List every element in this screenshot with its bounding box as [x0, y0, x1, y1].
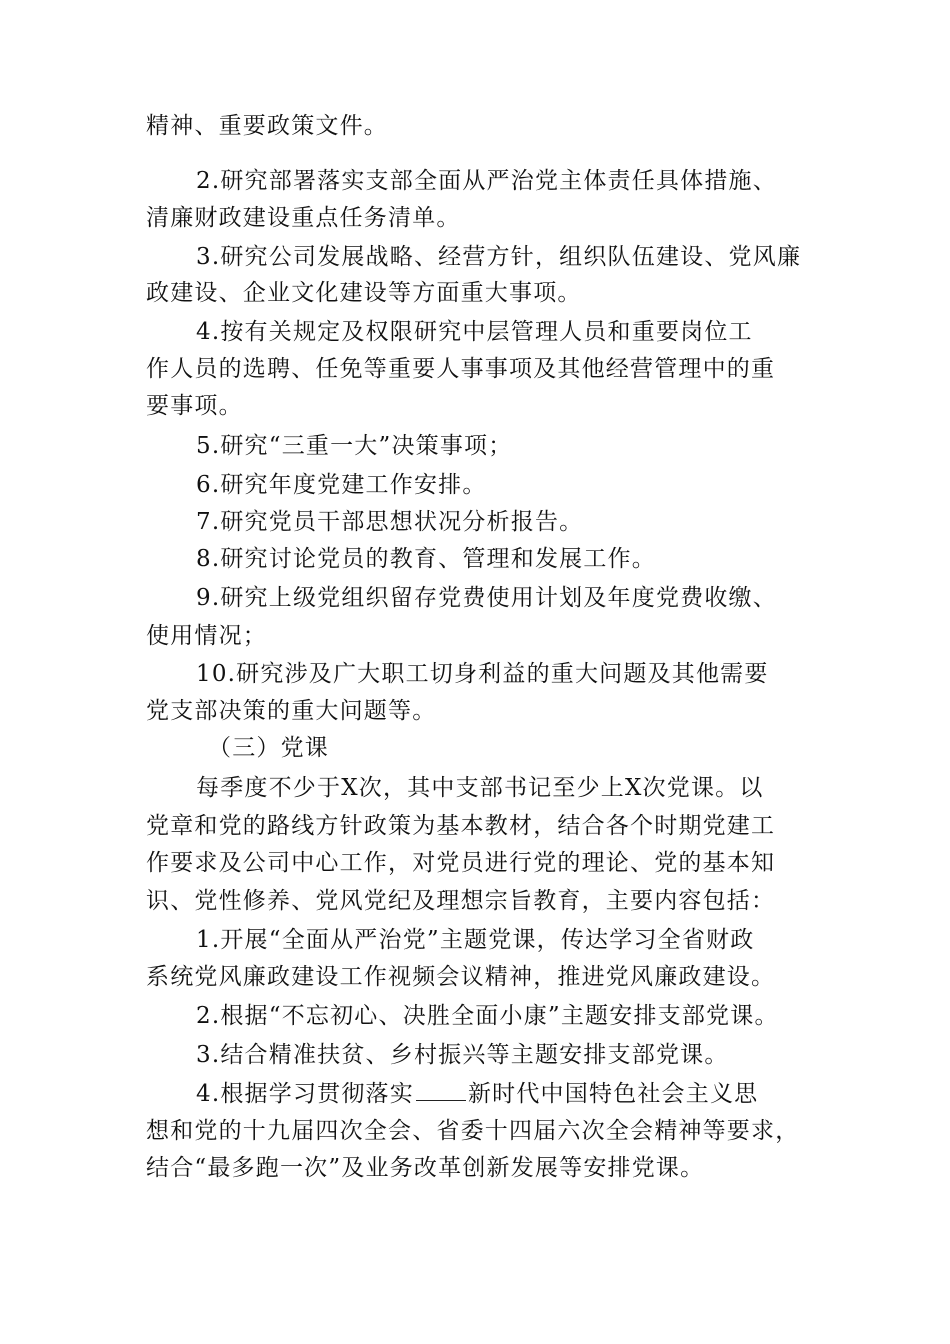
text-line: 政建设、企业文化建设等方面重大事项。 — [146, 280, 582, 306]
text-line: 3.结合精准扶贫、乡村振兴等主题安排支部党课。 — [196, 1042, 729, 1068]
text-line: 2.根据“不忘初心、决胜全面小康”主题安排支部党课。 — [196, 1003, 779, 1029]
text-line: 要事项。 — [146, 393, 243, 419]
text-line: 党支部决策的重大问题等。 — [146, 698, 437, 724]
text-line: 1.开展“全面从严治党”主题党课，传达学习全省财政 — [196, 927, 755, 953]
text-line: 9.研究上级党组织留存党费使用计划及年度党费收缴、 — [196, 585, 777, 611]
text-line: 结合“最多跑一次”及业务改革创新发展等安排党课。 — [146, 1155, 705, 1181]
text-line: 3.研究公司发展战略、经营方针，组织队伍建设、党风廉 — [196, 244, 802, 270]
text-line: 6.研究年度党建工作安排。 — [196, 472, 487, 498]
text-line: 10.研究涉及广大职工切身利益的重大问题及其他需要 — [196, 661, 769, 687]
text-line: 党章和党的路线方针政策为基本教材，结合各个时期党建工 — [146, 813, 776, 839]
text-line: 5.研究“三重一大”决策事项； — [196, 433, 513, 459]
text-line: 4.按有关规定及权限研究中层管理人员和重要岗位工 — [196, 319, 753, 345]
text-line: 2.研究部署落实支部全面从严治党主体责任具体措施、 — [196, 168, 777, 194]
text-line: 系统党风廉政建设工作视频会议精神，推进党风廉政建设。 — [146, 964, 776, 990]
text-line: 想和党的十九届四次全会、省委十四届六次全会精神等要求， — [146, 1118, 800, 1144]
text-line: 每季度不少于X次，其中支部书记至少上X次党课。以 — [196, 775, 764, 801]
text-line — [196, 1078, 758, 1110]
blank-underline — [416, 1080, 466, 1101]
text-line: 识、党性修养、党风党纪及理想宗旨教育，主要内容包括： — [146, 888, 776, 914]
text-line: 8.研究讨论党员的教育、管理和发展工作。 — [196, 546, 656, 572]
text-segment: 新时代中国特色社会主义思 — [467, 1081, 759, 1107]
text-line: 作人员的选聘、任免等重要人事事项及其他经营管理中的重 — [146, 356, 776, 382]
text-line: 清廉财政建设重点任务清单。 — [146, 205, 461, 231]
text-segment: 4.根据学习贯彻落实 — [196, 1081, 414, 1107]
text-line: 7.研究党员干部思想状况分析报告。 — [196, 509, 584, 535]
text-line: 使用情况； — [146, 623, 267, 649]
text-line: 作要求及公司中心工作，对党员进行党的理论、党的基本知 — [146, 850, 776, 876]
section-heading: （三）党课 — [208, 735, 329, 761]
text-line: 精神、重要政策文件。 — [146, 113, 388, 139]
